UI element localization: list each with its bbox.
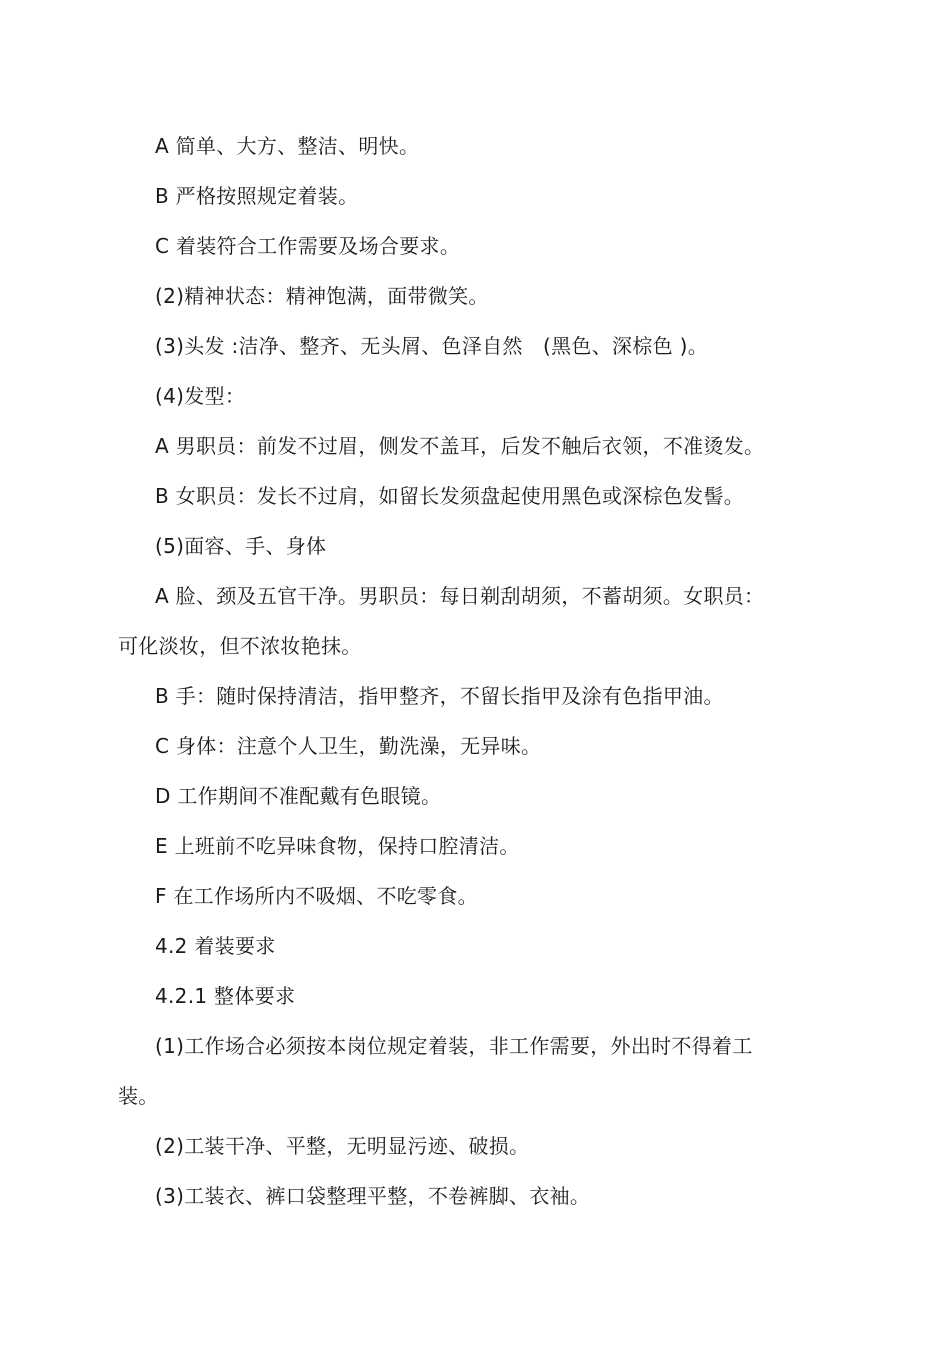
text-line: A 简单、大方、整洁、明快。 (155, 134, 420, 158)
text-line: (2)精神状态：精神饱满，面带微笑。 (155, 284, 489, 308)
text-line: (3)头发 :洁净、整齐、无头屑、色泽自然 (黑色、深棕色 )。 (155, 334, 708, 358)
text-line: B 女职员：发长不过肩，如留长发须盘起使用黑色或深棕色发髻。 (155, 484, 745, 508)
text-line: D 工作期间不准配戴有色眼镜。 (155, 784, 442, 808)
text-line: (4)发型： (155, 384, 246, 408)
text-line: 装。 (118, 1084, 159, 1108)
text-line: 可化淡妆，但不浓妆艳抹。 (118, 634, 362, 658)
text-line: C 身体：注意个人卫生，勤洗澡，无异味。 (155, 734, 542, 758)
text-line: (5)面容、手、身体 (155, 534, 327, 558)
text-line: C 着装符合工作需要及场合要求。 (155, 234, 461, 258)
text-line: (1)工作场合必须按本岗位规定着装，非工作需要，外出时不得着工 (155, 1034, 753, 1058)
text-line: A 男职员：前发不过眉，侧发不盖耳，后发不触后衣领，不准烫发。 (155, 434, 765, 458)
text-line: (2)工装干净、平整，无明显污迹、破损。 (155, 1134, 530, 1158)
section-heading: 4.2 着装要求 (155, 934, 276, 958)
subsection-heading: 4.2.1 整体要求 (155, 984, 296, 1008)
text-line: (3)工装衣、裤口袋整理平整，不卷裤脚、衣袖。 (155, 1184, 591, 1208)
text-line: F 在工作场所内不吸烟、不吃零食。 (155, 884, 478, 908)
text-line: B 严格按照规定着装。 (155, 184, 359, 208)
text-line: E 上班前不吃异味食物，保持口腔清洁。 (155, 834, 520, 858)
text-line: A 脸、颈及五官干净。男职员：每日剃刮胡须，不蓄胡须。女职员： (155, 584, 765, 608)
text-line: B 手：随时保持清洁，指甲整齐，不留长指甲及涂有色指甲油。 (155, 684, 724, 708)
